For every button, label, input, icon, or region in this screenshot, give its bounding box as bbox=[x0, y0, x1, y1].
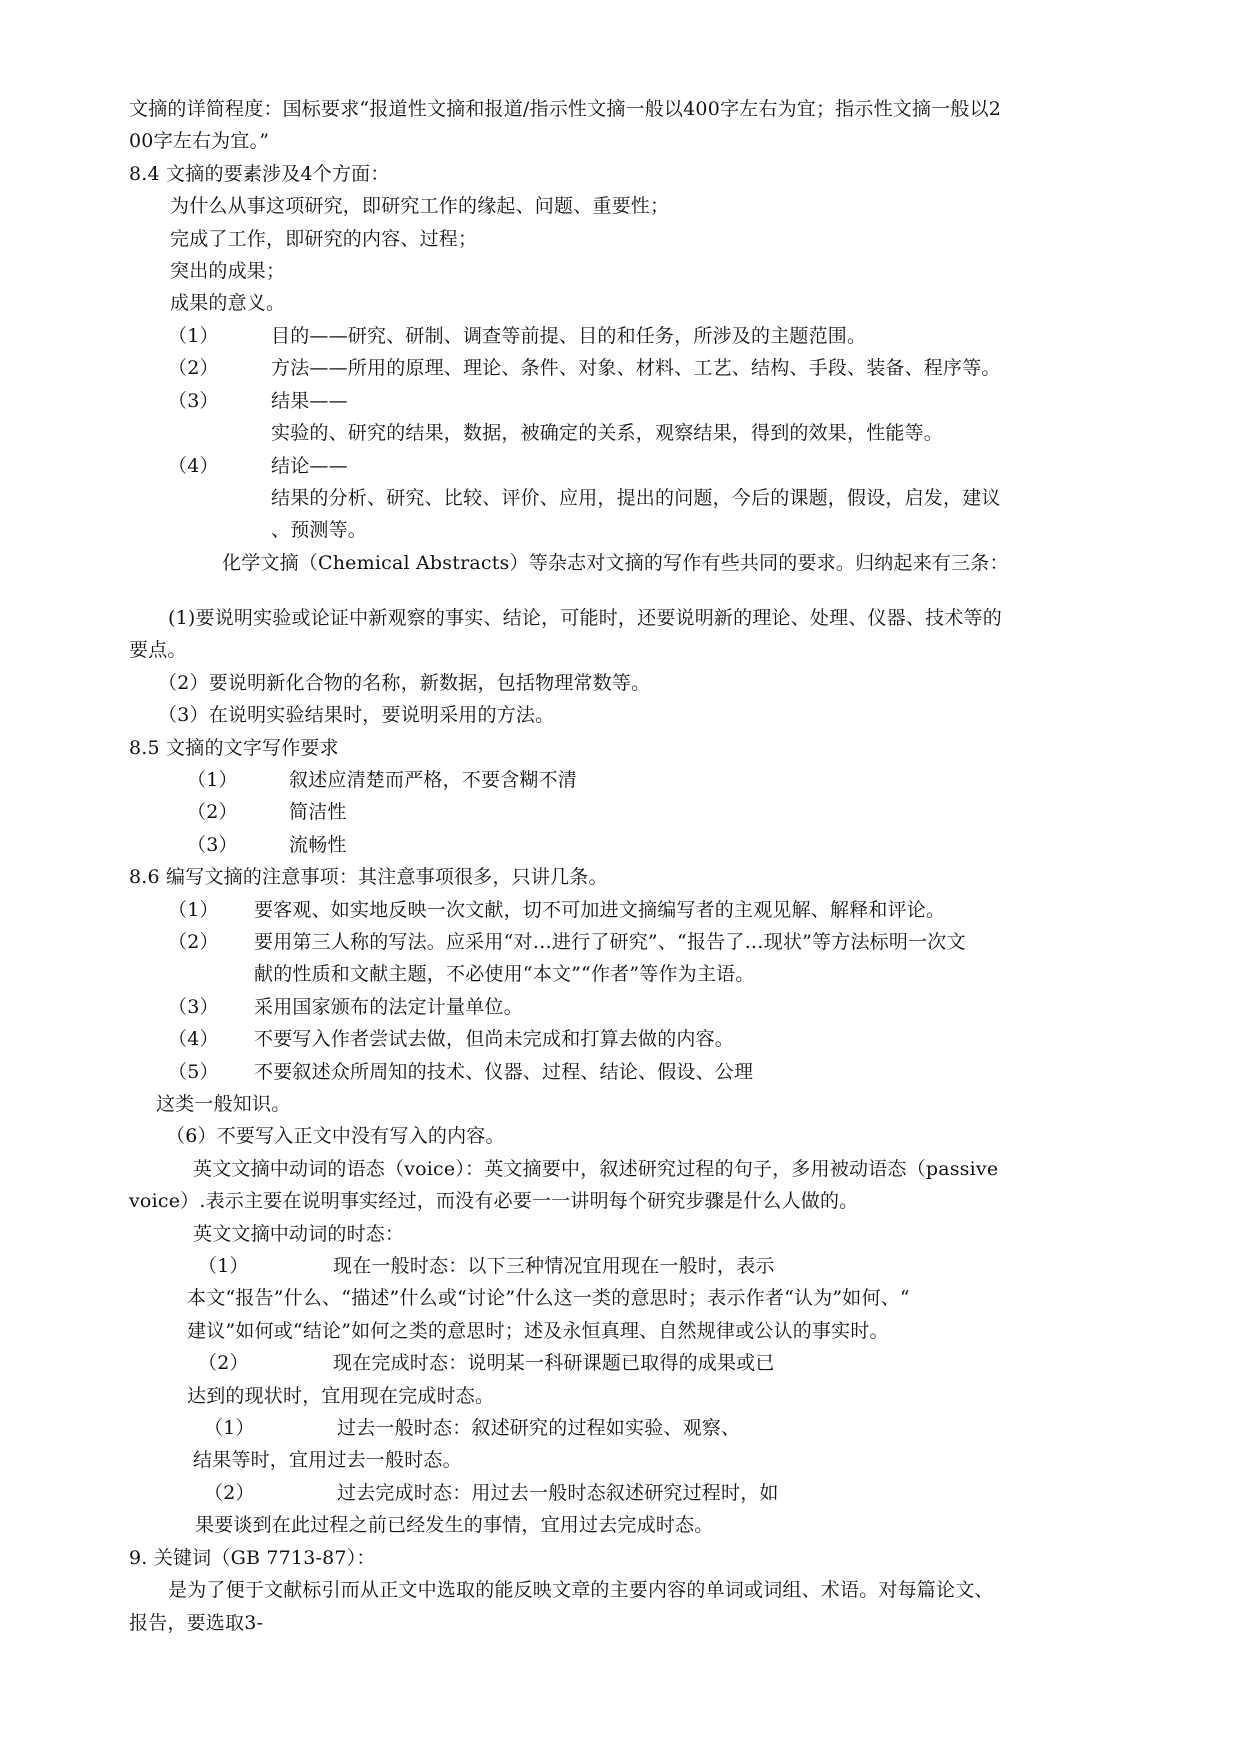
abstract-length-line-1: 文摘的详简程度：国标要求“报道性文摘和报道/指示性文摘一般以400字左右为宜；指示性文摘一般以2 bbox=[129, 98, 1002, 120]
abstract-length-line-2: 00字左右为宜。” bbox=[129, 130, 270, 152]
section-9-heading: 9. 关键词（GB 7713-87）： bbox=[129, 1547, 376, 1569]
element-line: 为什么从事这项研究，即研究工作的缘起、问题、重要性； bbox=[170, 195, 670, 217]
tense-item: 结果等时，宜用过去一般时态。 bbox=[193, 1449, 462, 1471]
requirement-line: (1)要说明实验或论证中新观察的事实、结论，可能时，还要说明新的理论、处理、仪器、技术等的 bbox=[168, 607, 1002, 629]
list-number: （3） bbox=[168, 390, 219, 412]
voice-line: 英文文摘中动词的语态（voice）：英文摘要中，叙述研究过程的句子，多用被动语态（passive bbox=[193, 1158, 999, 1180]
list-item-text: 目的——研究、研制、调查等前提、目的和任务，所涉及的主题范围。 bbox=[271, 325, 867, 347]
keywords-line: 报告，要选取3- bbox=[129, 1612, 264, 1634]
section-8-5-heading: 8.5 文摘的文字写作要求 bbox=[129, 737, 339, 759]
list-number: （1） bbox=[198, 1255, 249, 1277]
requirement-line: （2）要说明新化合物的名称，新数据，包括物理常数等。 bbox=[158, 672, 651, 694]
keywords-line: 是为了便于文献标引而从正文中选取的能反映文章的主要内容的单词或词组、术语。对每篇论文、 bbox=[168, 1579, 994, 1601]
list-number: （5） bbox=[168, 1061, 219, 1083]
tense-item: 现在一般时态：以下三种情况宜用现在一般时，表示 bbox=[333, 1255, 775, 1277]
tense-item: 达到的现状时，宜用现在完成时态。 bbox=[187, 1385, 495, 1407]
list-item-text: 结果的分析、研究、比较、评价、应用，提出的问题，今后的课题，假设，启发，建议 bbox=[271, 487, 1001, 509]
tense-item: 过去完成时态：用过去一般时态叙述研究过程时，如 bbox=[337, 1482, 779, 1504]
list-item-text: 不要叙述众所周知的技术、仪器、过程、结论、假设、公理 bbox=[254, 1061, 754, 1083]
list-number: （4） bbox=[168, 455, 219, 477]
element-line: 成果的意义。 bbox=[170, 292, 286, 314]
tense-heading: 英文文摘中动词的时态： bbox=[193, 1223, 405, 1245]
list-number: （4） bbox=[168, 1028, 219, 1050]
list-item-text: 这类一般知识。 bbox=[156, 1093, 291, 1115]
requirement-line: （3）在说明实验结果时，要说明采用的方法。 bbox=[158, 704, 555, 726]
voice-line: voice）.表示主要在说明事实经过，而没有必要一一讲明每个研究步骤是什么人做的。 bbox=[129, 1190, 859, 1212]
list-item-text: 、预测等。 bbox=[271, 519, 368, 541]
list-number: （2） bbox=[168, 931, 219, 953]
list-number: （2） bbox=[187, 801, 238, 823]
requirement-line: 要点。 bbox=[129, 639, 187, 661]
list-item-text: 采用国家颁布的法定计量单位。 bbox=[254, 996, 523, 1018]
list-number: （2） bbox=[198, 1352, 249, 1374]
list-item-text: 不要写入作者尝试去做，但尚未完成和打算去做的内容。 bbox=[254, 1028, 735, 1050]
list-number: （1） bbox=[168, 325, 219, 347]
list-number: （3） bbox=[187, 834, 238, 856]
element-line: 突出的成果； bbox=[170, 260, 286, 282]
tense-item: 现在完成时态：说明某一科研课题已取得的成果或已 bbox=[333, 1352, 775, 1374]
list-item-text: 实验的、研究的结果，数据，被确定的关系，观察结果，得到的效果，性能等。 bbox=[271, 422, 944, 444]
section-8-6-heading: 8.6 编写文摘的注意事项：其注意事项很多，只讲几条。 bbox=[129, 866, 608, 888]
list-item-text: 要客观、如实地反映一次文献，切不可加进文摘编写者的主观见解、解释和评论。 bbox=[254, 899, 946, 921]
tense-item: 果要谈到在此过程之前已经发生的事情，宜用过去完成时态。 bbox=[195, 1514, 714, 1536]
list-item-text: 流畅性 bbox=[289, 834, 347, 856]
list-number: （3） bbox=[168, 996, 219, 1018]
list-item-text: 方法——所用的原理、理论、条件、对象、材料、工艺、结构、手段、装备、程序等。 bbox=[271, 357, 1001, 379]
list-item-text: 要用第三人称的写法。应采用“对…进行了研究”、“报告了…现状”等方法标明一次文 bbox=[254, 931, 966, 953]
chemical-abstracts-line: 化学文摘（Chemical Abstracts）等杂志对文摘的写作有些共同的要求。归纳起来有三条： bbox=[222, 552, 1009, 574]
list-item-text: 简洁性 bbox=[289, 801, 347, 823]
list-item-text: （6）不要写入正文中没有写入的内容。 bbox=[166, 1125, 505, 1147]
list-item-text: 叙述应清楚而严格，不要含糊不清 bbox=[289, 769, 578, 791]
list-number: （2） bbox=[204, 1482, 255, 1504]
list-item-text: 献的性质和文献主题，不必使用“本文”“作者”等作为主语。 bbox=[254, 963, 755, 985]
tense-item: 建议”如何或“结论”如何之类的意思时；述及永恒真理、自然规律或公认的事实时。 bbox=[187, 1320, 889, 1342]
list-number: （1） bbox=[204, 1417, 255, 1439]
list-number: （1） bbox=[168, 899, 219, 921]
list-item-text: 结论—— bbox=[271, 455, 348, 477]
tense-item: 本文“报告”什么、“描述”什么或“讨论”什么这一类的意思时；表示作者“认为”如何、“ bbox=[187, 1287, 910, 1309]
list-item-text: 结果—— bbox=[271, 390, 348, 412]
section-8-4-heading: 8.4 文摘的要素涉及4个方面： bbox=[129, 163, 390, 185]
list-number: （1） bbox=[187, 769, 238, 791]
tense-item: 过去一般时态：叙述研究的过程如实验、观察、 bbox=[337, 1417, 741, 1439]
list-number: （2） bbox=[168, 357, 219, 379]
element-line: 完成了工作，即研究的内容、过程； bbox=[170, 228, 478, 250]
